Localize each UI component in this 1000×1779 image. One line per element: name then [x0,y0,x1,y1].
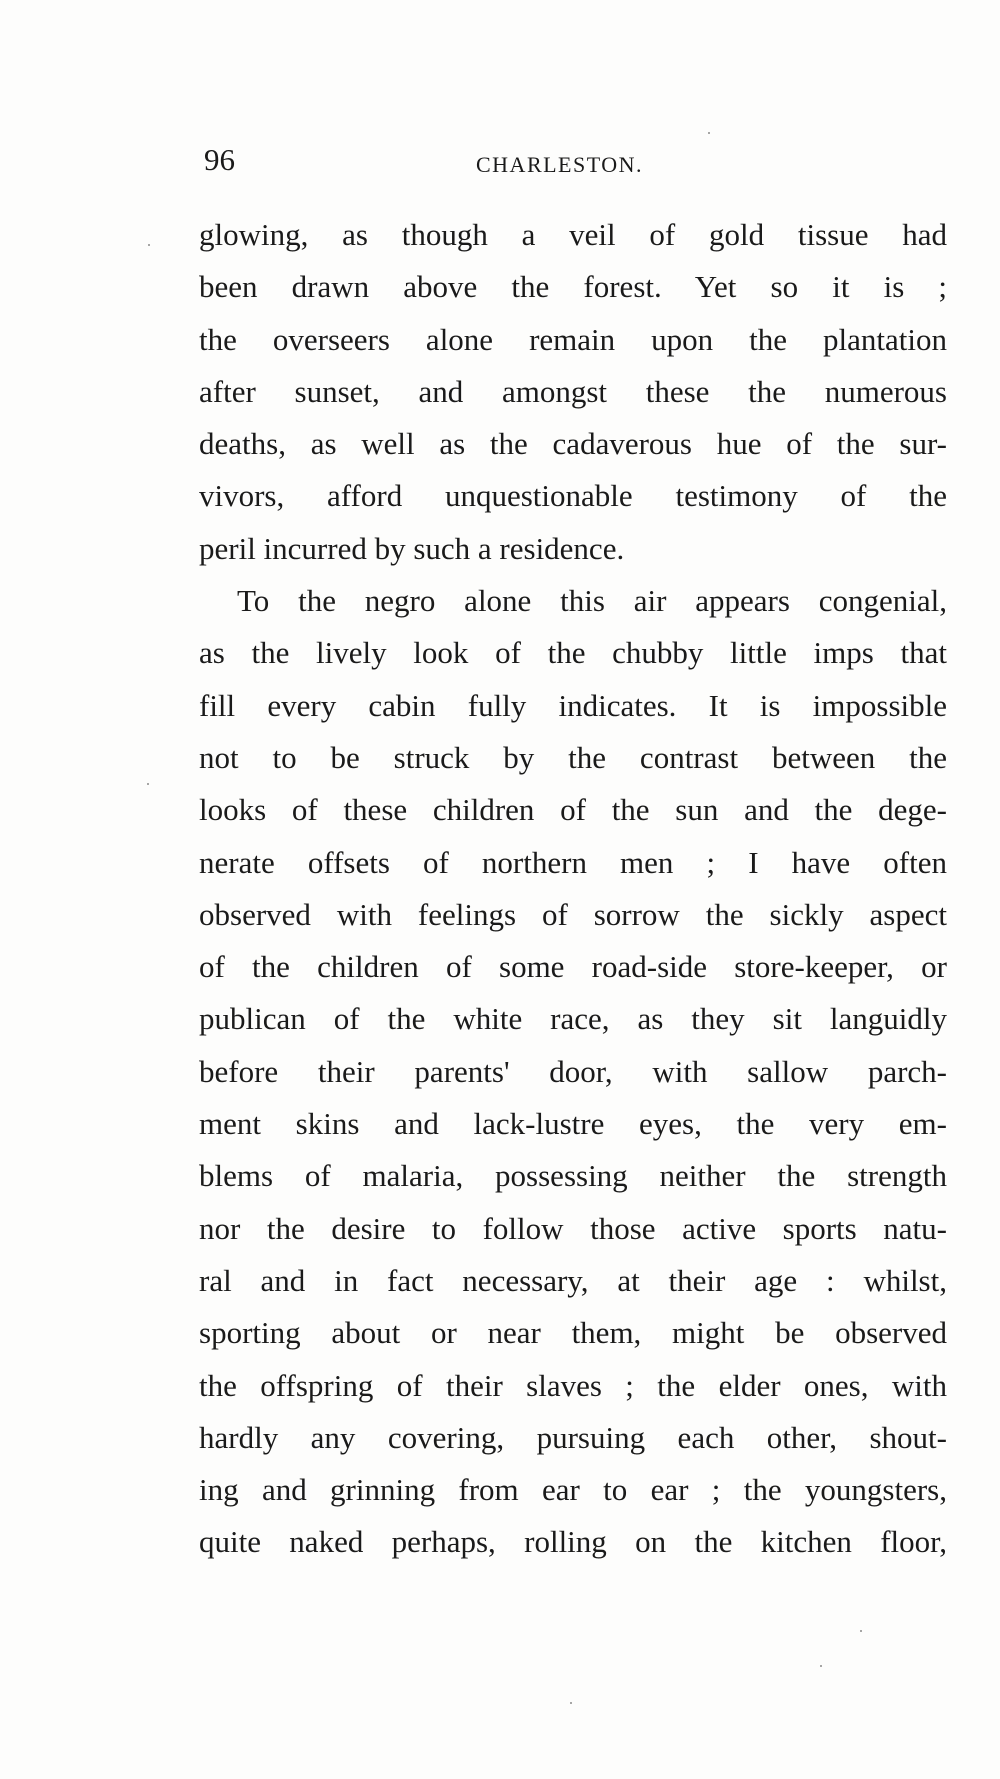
page-header [200,142,948,188]
scan-speck [148,244,150,246]
scan-speck [147,783,149,785]
text-line: blems of malaria, possessing neither the strength [199,1158,947,1194]
body-text [199,209,947,1569]
text-line: been drawn above the forest. Yet so it is ; [199,269,947,305]
text-line: ral and in fact necessary, at their age : whilst, [199,1262,947,1298]
text-line: peril incurred by such a residence. [199,530,625,566]
text-line: looks of these children of the sun and the dege- [199,792,947,828]
scan-speck [570,1702,572,1704]
text-line: observed with feelings of sorrow the sickly aspect [199,896,947,932]
scan-speck [820,1665,822,1667]
running-head: CHARLESTON. [476,152,644,177]
text-line: not to be struck by the contrast between the [199,739,947,775]
paragraph-2 [199,575,947,1569]
text-line: as the lively look of the chubby little imps that [199,635,947,671]
text-line: nerate offsets of northern men ; I have often [199,844,947,880]
text-line: glowing, as though a veil of gold tissue had [199,217,947,252]
text-line: ing and grinning from ear to ear ; the youngsters, [199,1472,947,1508]
page-number: 96 [204,142,235,177]
paragraph-1 [199,209,947,575]
text-line: quite naked perhaps, rolling on the kitchen floor, [199,1524,947,1560]
text-line: the overseers alone remain upon the plantation [199,321,947,357]
text-line: of the children of some road-side store-keeper, or [199,949,947,985]
text-line: fill every cabin fully indicates. It is impossible [199,687,947,723]
text-line: before their parents' door, with sallow parch- [199,1053,947,1089]
text-line: vivors, afford unquestionable testimony of the [199,478,947,514]
scan-speck [860,1630,862,1632]
scan-speck [708,132,710,134]
text-line: ment skins and lack-lustre eyes, the very em- [199,1106,947,1142]
text-line: nor the desire to follow those active sports natu- [199,1210,947,1246]
text-line: deaths, as well as the cadaverous hue of the sur- [199,426,947,462]
text-line: sporting about or near them, might be observed [199,1315,947,1351]
text-line: the offspring of their slaves ; the elder ones, with [199,1367,947,1403]
text-line: publican of the white race, as they sit languidly [199,1001,947,1037]
text-line: after sunset, and amongst these the numerous [199,373,947,409]
text-line: hardly any covering, pursuing each other, shout- [199,1419,947,1455]
text-line: To the negro alone this air appears congenial, [237,583,947,619]
